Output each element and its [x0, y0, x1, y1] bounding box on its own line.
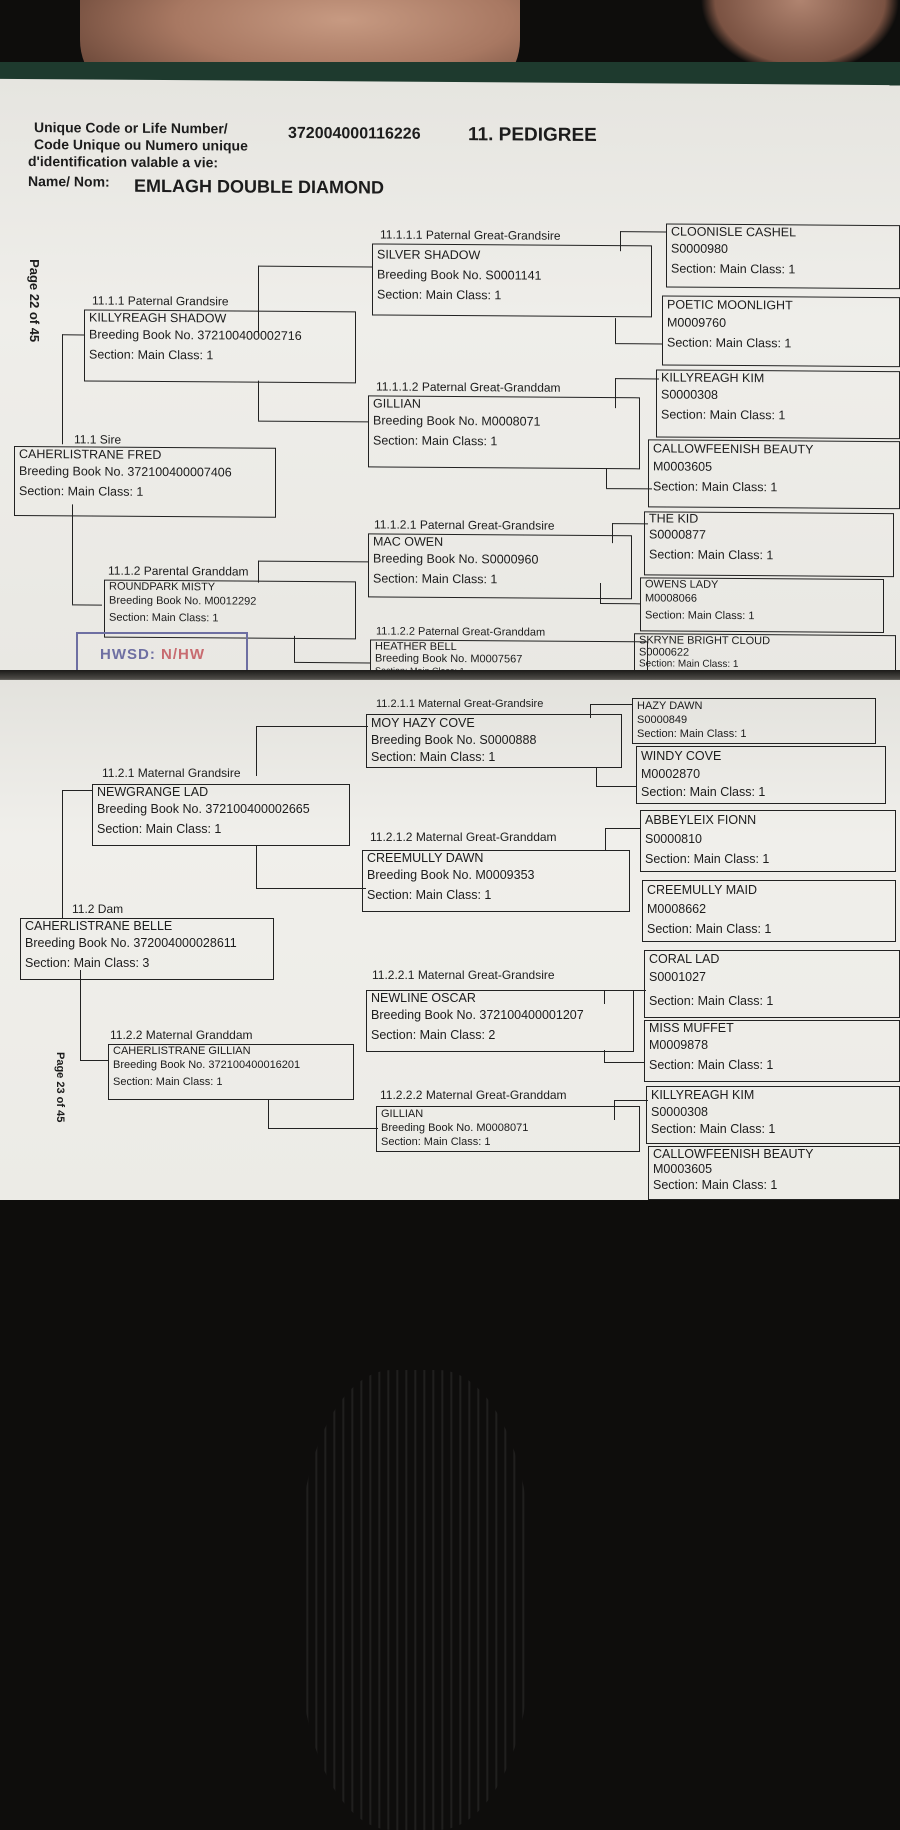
ancestor-name: KILLYREAGH KIM	[651, 1087, 895, 1104]
mggs-1-section: Section: Main Class: 1	[371, 749, 617, 766]
pggd-1-box	[368, 395, 640, 469]
security-watermark	[300, 1370, 530, 1830]
mggd-2-name: GILLIAN	[381, 1107, 635, 1121]
bottom-right-box	[644, 1020, 900, 1082]
connector	[294, 636, 295, 662]
paternal-grandsire-section: Section: Main Class: 1	[89, 344, 351, 366]
page-number-22: Page 22 of 45	[27, 259, 42, 342]
bottom-right-box	[648, 1146, 900, 1200]
stamp-value: N/HW	[161, 646, 205, 663]
connector	[72, 604, 102, 605]
dam-box	[20, 918, 274, 980]
pggd-1-label: 11.1.1.2 Paternal Great-Granddam	[376, 379, 561, 394]
page-number-23: Page 23 of 45	[54, 1052, 66, 1122]
mggd-1-label: 11.2.1.2 Maternal Great-Granddam	[370, 830, 557, 844]
mggs-2-book: Breeding Book No. 372100400001207	[371, 1005, 629, 1025]
connector	[606, 468, 607, 488]
ancestor-number: M0003605	[653, 456, 895, 478]
maternal-granddam-box	[108, 1044, 354, 1100]
ancestor-name: CALLOWFEENISH BEAUTY	[653, 440, 895, 458]
paternal-granddam-box	[104, 580, 356, 640]
ancestor-name: MISS MUFFET	[649, 1021, 895, 1035]
connector	[62, 790, 63, 918]
connector	[256, 888, 366, 889]
ancestor-number: M0002870	[641, 765, 881, 783]
bottom-right-box	[640, 810, 896, 872]
ancestor-name: OWENS LADY	[645, 578, 879, 592]
ancestor-name: CALLOWFEENISH BEAUTY	[653, 1147, 895, 1161]
pggs-2-book: Breeding Book No. S0000960	[373, 548, 627, 570]
maternal-grandsire-book: Breeding Book No. 372100400002665	[97, 799, 345, 819]
top-right-box	[648, 439, 900, 509]
ancestor-name: SKRYNE BRIGHT CLOUD	[639, 634, 891, 648]
ancestor-name: KILLYREAGH KIM	[661, 370, 895, 386]
connector	[604, 1062, 644, 1063]
mggd-1-box	[362, 850, 630, 912]
ancestor-name: THE KID	[649, 512, 889, 526]
connector	[615, 318, 616, 343]
top-right-box	[640, 577, 884, 633]
ancestor-number: M0003605	[653, 1161, 895, 1177]
ancestor-number: S0000849	[637, 713, 871, 727]
bottom-right-box	[642, 880, 896, 942]
ancestor-section: Section: Main Class: 1	[661, 404, 895, 426]
pggs-1-box	[372, 243, 652, 317]
pggs-2-section: Section: Main Class: 1	[373, 568, 627, 590]
pggs-1-label: 11.1.1.1 Paternal Great-Grandsire	[380, 228, 561, 243]
bottom-right-box	[632, 698, 876, 744]
paternal-grandsire-name: KILLYREAGH SHADOW	[89, 310, 351, 326]
paternal-grandsire-box	[84, 309, 356, 383]
mggs-2-box	[366, 990, 634, 1052]
mggd-2-book: Breeding Book No. M0008071	[381, 1121, 635, 1135]
pggd-2-book: Breeding Book No. M0007567	[375, 652, 643, 666]
ancestor-number: M0008066	[645, 590, 879, 609]
ancestor-number: S0000308	[661, 384, 895, 406]
dam-book: Breeding Book No. 372004000028611	[25, 933, 269, 953]
pggd-2-label: 11.1.2.2 Paternal Great-Granddam	[376, 625, 545, 638]
ancestor-section: Section: Main Class: 1	[671, 259, 895, 281]
connector	[258, 266, 372, 268]
paternal-granddam-label: 11.1.2 Parental Granddam	[108, 564, 249, 579]
pggs-2-label: 11.1.2.1 Paternal Great-Grandsire	[374, 517, 555, 532]
mggs-2-section: Section: Main Class: 2	[371, 1025, 629, 1045]
connector	[256, 726, 368, 727]
stamp-prefix: HWSD:	[100, 646, 161, 663]
mggd-2-label: 11.2.2.2 Maternal Great-Granddam	[380, 1088, 567, 1102]
maternal-grandsire-section: Section: Main Class: 1	[97, 819, 345, 839]
connector	[62, 334, 84, 335]
connector	[596, 768, 597, 786]
life-number: 372004000116226	[288, 125, 421, 143]
ancestor-section: Section: Main Class: 1	[667, 333, 895, 355]
ancestor-section: Section: Main Class: 1	[649, 991, 895, 1011]
ancestor-number: S0000622	[639, 646, 891, 660]
ancestor-section: Section: Main Class: 1	[641, 783, 881, 801]
pggd-1-section: Section: Main Class: 1	[373, 430, 635, 452]
mggs-1-label: 11.2.1.1 Maternal Great-Grandsire	[376, 698, 543, 710]
sire-name: CAHERLISTRANE FRED	[19, 447, 271, 463]
bottom-right-box	[644, 950, 900, 1018]
top-right-box	[656, 369, 900, 439]
name-label: Name/ Nom:	[28, 173, 110, 191]
connector	[258, 381, 259, 421]
sire-section: Section: Main Class: 1	[19, 481, 271, 503]
ancestor-section: Section: Main Class: 1	[639, 658, 891, 672]
paternal-granddam-section: Section: Main Class: 1	[109, 610, 351, 629]
paternal-grandsire-label: 11.1.1 Paternal Grandsire	[92, 294, 229, 309]
bottom-right-box	[636, 746, 886, 804]
ancestor-name: WINDY COVE	[641, 747, 881, 765]
mggs-1-name: MOY HAZY COVE	[371, 715, 617, 732]
ancestor-section: Section: Main Class: 1	[647, 919, 891, 939]
ancestor-name: HAZY DAWN	[637, 699, 871, 713]
ancestor-section: Section: Main Class: 1	[653, 476, 895, 498]
maternal-granddam-book: Breeding Book No. 372100400016201	[113, 1057, 349, 1074]
connector	[80, 1060, 108, 1061]
page-23	[0, 680, 900, 1200]
pggs-1-section: Section: Main Class: 1	[377, 284, 647, 306]
connector	[615, 343, 663, 344]
connector	[600, 603, 640, 604]
connector	[590, 704, 632, 705]
maternal-grandsire-name: NEWGRANGE LAD	[97, 785, 345, 799]
connector	[596, 786, 636, 787]
maternal-granddam-section: Section: Main Class: 1	[113, 1074, 349, 1091]
pggd-1-book: Breeding Book No. M0008071	[373, 410, 635, 432]
ancestor-number: S0000810	[645, 829, 891, 849]
mggs-1-box	[366, 714, 622, 768]
dam-label: 11.2 Dam	[72, 902, 123, 916]
connector	[620, 231, 666, 232]
pggs-1-book: Breeding Book No. S0001141	[377, 264, 647, 286]
mggd-1-section: Section: Main Class: 1	[367, 885, 625, 905]
top-right-box	[666, 224, 900, 290]
mggs-1-book: Breeding Book No. S0000888	[371, 732, 617, 749]
ancestor-name: CORAL LAD	[649, 951, 895, 967]
pggs-1-name: SILVER SHADOW	[377, 244, 647, 266]
dam-section: Section: Main Class: 3	[25, 953, 269, 973]
horse-name: EMLAGH DOUBLE DIAMOND	[134, 178, 384, 197]
ancestor-number: M0008662	[647, 899, 891, 919]
ancestor-number: S0000308	[651, 1104, 895, 1121]
ancestor-section: Section: Main Class: 1	[653, 1177, 895, 1193]
connector	[606, 488, 652, 489]
maternal-grandsire-box	[92, 784, 350, 846]
connector	[615, 378, 659, 379]
pggs-2-name: MAC OWEN	[373, 534, 627, 550]
mggd-2-box	[376, 1106, 640, 1152]
ancestor-number: M0009760	[667, 313, 895, 335]
code-label-line-1: Unique Code or Life Number/	[34, 119, 228, 137]
maternal-granddam-name: CAHERLISTRANE GILLIAN	[113, 1045, 349, 1057]
paternal-granddam-name: ROUNDPARK MISTY	[109, 581, 351, 595]
connector	[605, 828, 641, 829]
ancestor-number: S0000877	[649, 524, 889, 546]
maternal-granddam-label: 11.2.2 Maternal Granddam	[110, 1028, 253, 1042]
mggd-1-name: CREEMULLY DAWN	[367, 851, 625, 865]
connector	[72, 504, 73, 604]
connector	[256, 726, 257, 776]
sire-book: Breeding Book No. 372100400007406	[19, 461, 271, 483]
ancestor-name: CLOONISLE CASHEL	[671, 225, 895, 241]
connector	[62, 790, 92, 791]
pedigree-title: 11. PEDIGREE	[468, 126, 597, 144]
connector	[256, 846, 257, 888]
code-label-line-2: Code Unique ou Numero unique	[34, 136, 248, 154]
mggs-2-name: NEWLINE OSCAR	[371, 991, 629, 1005]
connector	[268, 1128, 378, 1129]
ancestor-name: ABBEYLEIX FIONN	[645, 811, 891, 829]
ancestor-number: S0001027	[649, 967, 895, 987]
connector	[605, 828, 606, 850]
connector	[258, 421, 368, 423]
maternal-grandsire-label: 11.2.1 Maternal Grandsire	[102, 766, 241, 780]
ancestor-section: Section: Main Class: 1	[649, 544, 889, 566]
ancestor-section: Section: Main Class: 1	[649, 1055, 895, 1075]
ancestor-section: Section: Main Class: 1	[651, 1121, 895, 1138]
ancestor-name: CREEMULLY MAID	[647, 881, 891, 899]
connector	[614, 1100, 648, 1101]
connector	[268, 1100, 269, 1128]
dam-name: CAHERLISTRANE BELLE	[25, 919, 269, 933]
pggs-2-box	[368, 533, 632, 599]
paternal-grandsire-book: Breeding Book No. 372100400002716	[89, 324, 351, 346]
ancestor-name: POETIC MOONLIGHT	[667, 297, 895, 315]
connector	[294, 662, 370, 664]
pggd-2-name: HEATHER BELL	[375, 640, 643, 654]
connector	[62, 334, 63, 444]
sire-box	[14, 446, 276, 518]
ancestor-number: M0009878	[649, 1035, 895, 1055]
mggd-1-book: Breeding Book No. M0009353	[367, 865, 625, 885]
top-right-box	[644, 511, 894, 577]
connector	[258, 561, 259, 583]
code-label-line-3: d'identification valable a vie:	[28, 153, 218, 171]
bottom-right-box	[646, 1086, 900, 1144]
connector	[80, 970, 81, 1060]
ancestor-section: Section: Main Class: 1	[637, 727, 871, 741]
mggd-2-section: Section: Main Class: 1	[381, 1135, 635, 1149]
ancestor-section: Section: Main Class: 1	[645, 849, 891, 869]
connector	[612, 523, 648, 524]
connector	[258, 561, 368, 563]
sire-label: 11.1 Sire	[74, 432, 121, 446]
page-22	[0, 79, 900, 678]
pggd-1-name: GILLIAN	[373, 396, 635, 412]
top-right-box	[662, 295, 900, 367]
paternal-granddam-book: Breeding Book No. M0012292	[109, 593, 351, 612]
ancestor-section: Section: Main Class: 1	[645, 607, 879, 626]
ancestor-number: S0000980	[671, 239, 895, 261]
mggs-2-label: 11.2.2.1 Maternal Great-Grandsire	[372, 968, 555, 982]
